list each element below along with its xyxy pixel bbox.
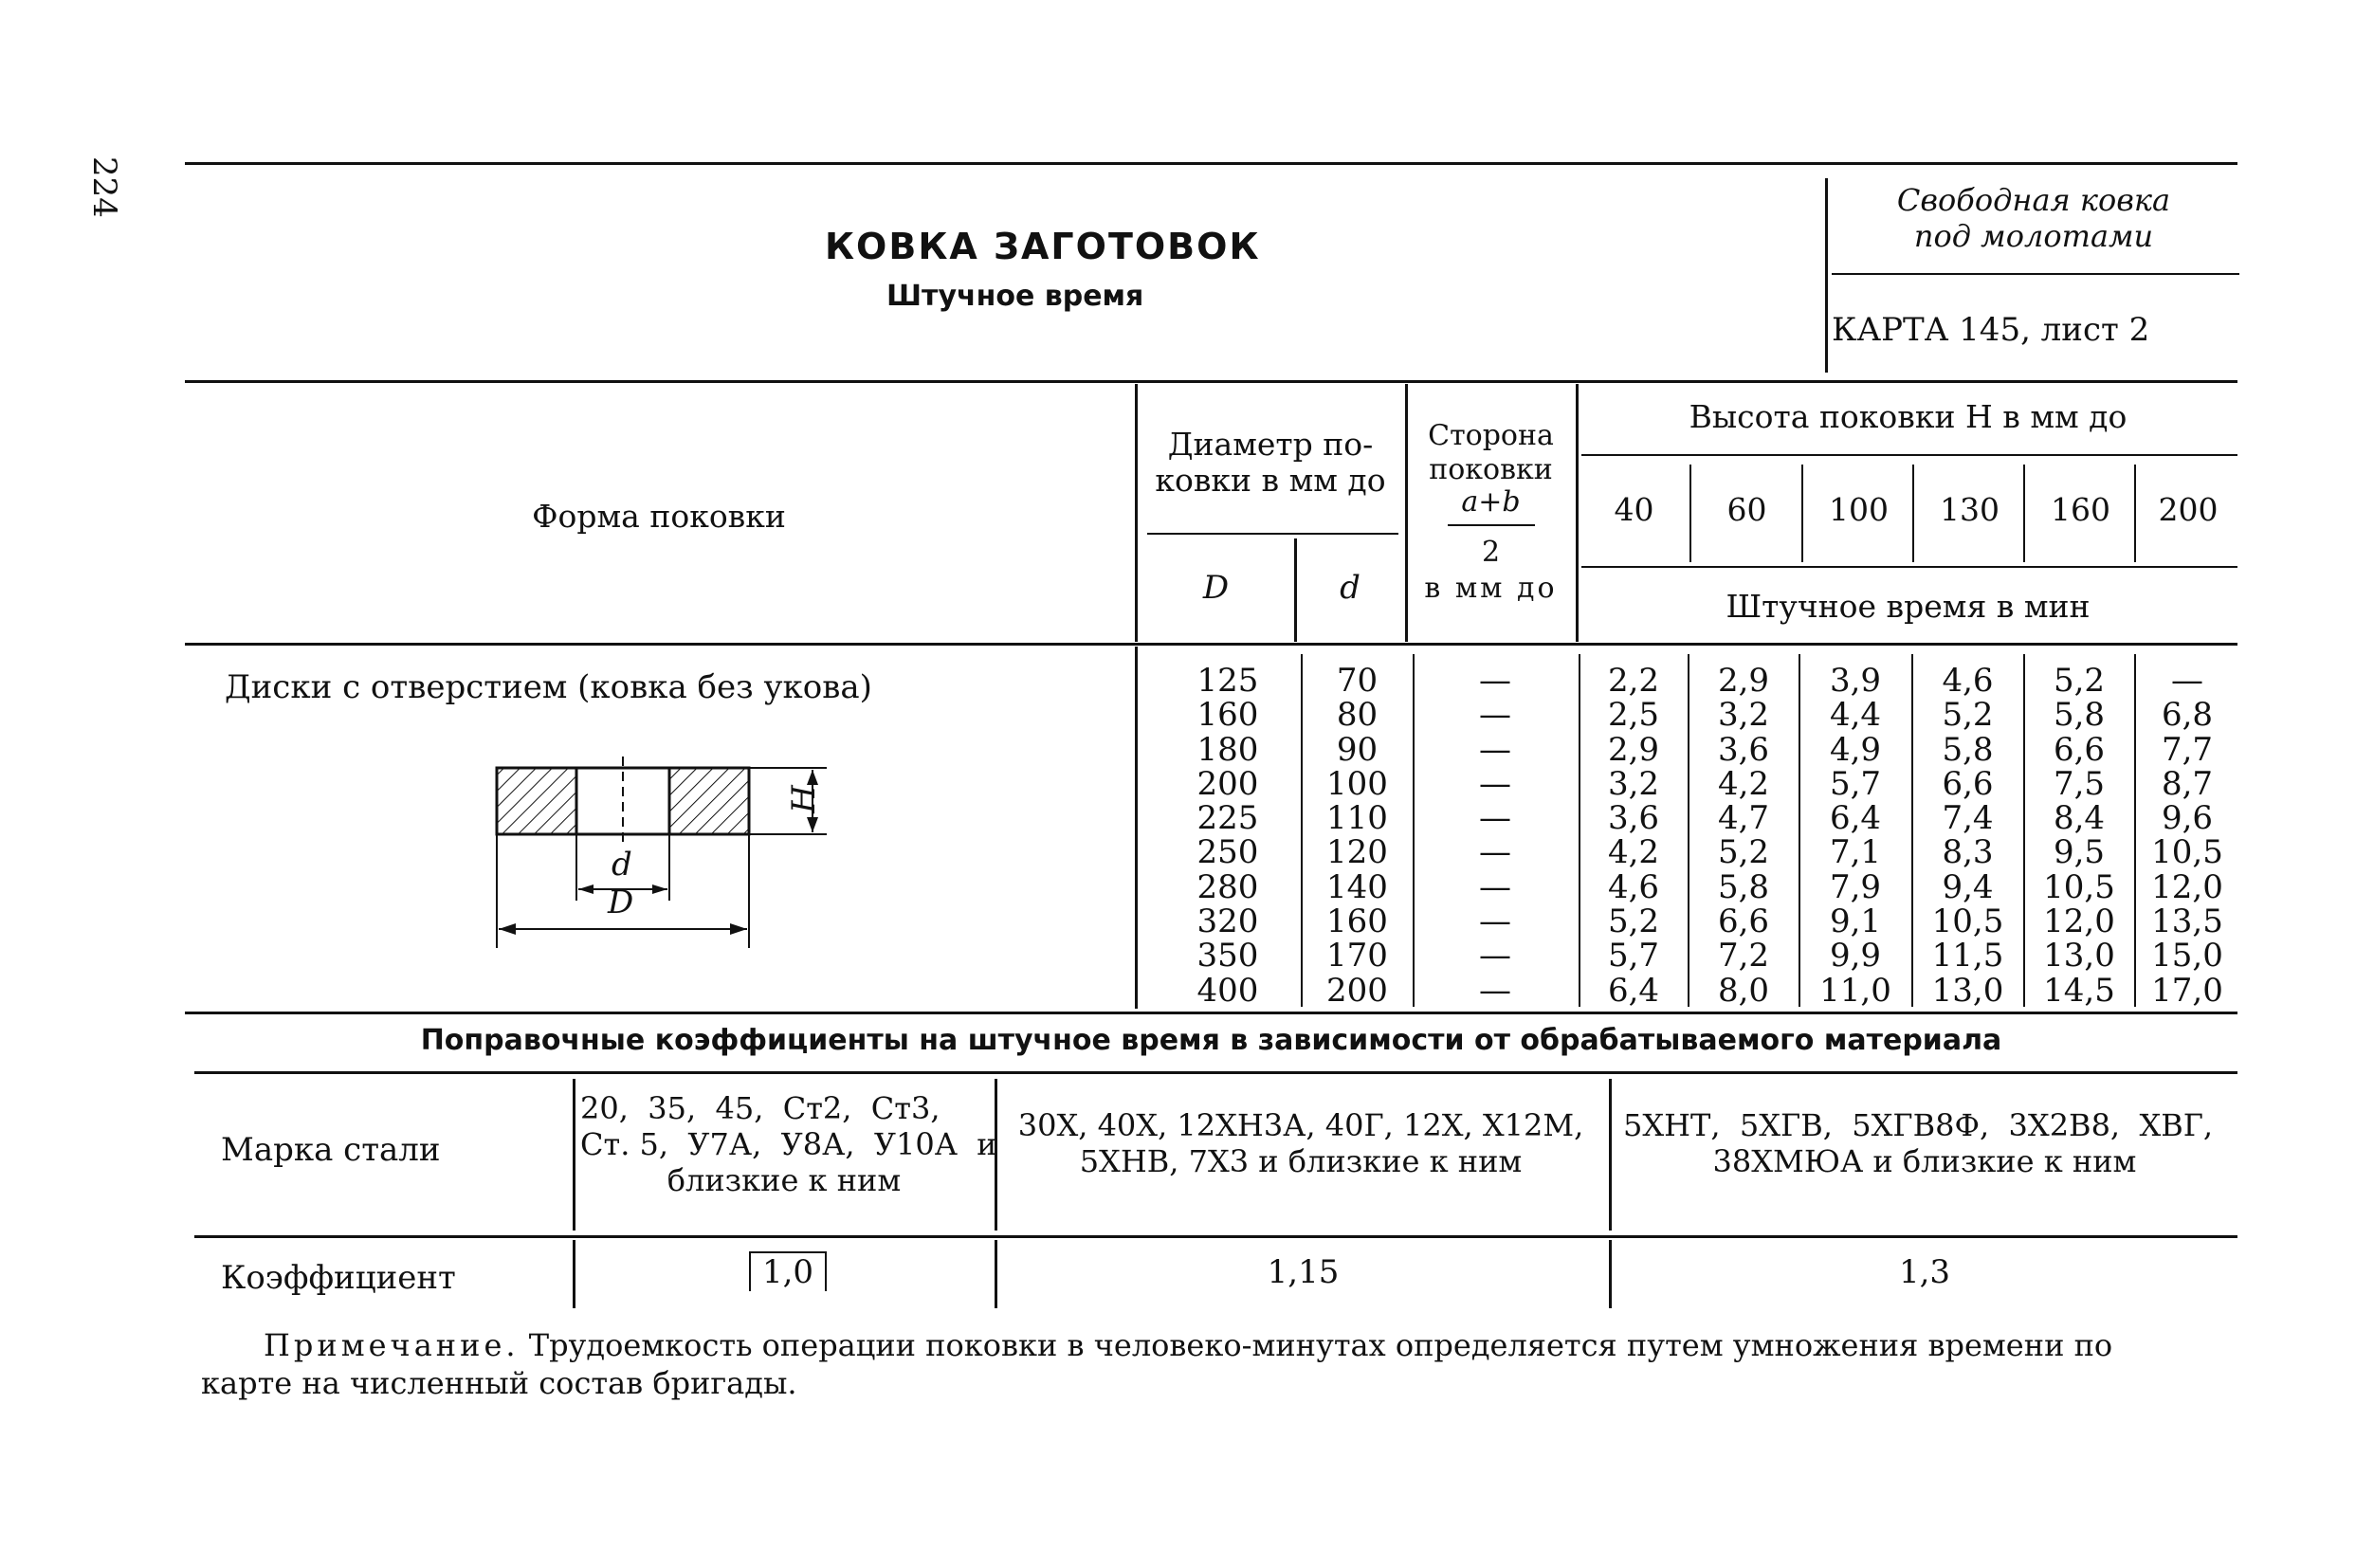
cell-t100-3: 5,7	[1829, 764, 1882, 803]
cell-t160-7: 12,0	[2043, 903, 2115, 941]
cell-D-3: 200	[1196, 764, 1259, 803]
column-t130	[1914, 664, 2021, 1008]
vl-h4	[2023, 465, 2025, 562]
card-number: КАРТА 145, лист 2	[1832, 311, 2150, 349]
note-text-1: Трудоемкость операции поковки в человеко-минутах определяется путем умножения времени по	[528, 1327, 2113, 1363]
cell-t160-6: 10,5	[2043, 867, 2115, 906]
column-D	[1166, 664, 1289, 1008]
cell-t40-9: 6,4	[1607, 971, 1660, 1010]
cell-D-5: 250	[1196, 833, 1259, 872]
cell-t60-3: 4,2	[1717, 764, 1770, 803]
cell-side-1: —	[1479, 696, 1511, 735]
cell-t100-8: 9,9	[1829, 937, 1882, 975]
cell-t40-4: 3,6	[1607, 799, 1660, 838]
header-divider	[1825, 178, 1828, 373]
cell-t40-5: 4,2	[1607, 833, 1660, 872]
cell-t200-3: 8,7	[2161, 764, 2214, 803]
vl-b1	[1301, 654, 1303, 1007]
cell-t100-9: 11,0	[1819, 971, 1891, 1010]
row-label: Диски с отверстием (ковка без укова)	[225, 668, 872, 706]
cell-side-9: —	[1479, 971, 1511, 1010]
height-160: 160	[2051, 491, 2110, 528]
cell-t160-8: 13,0	[2043, 937, 2115, 975]
cell-t160-9: 14,5	[2043, 971, 2115, 1010]
col-diameter: Диаметр по- ковки в мм до	[1155, 426, 1386, 499]
cell-d-9: 200	[1326, 971, 1388, 1010]
coef-label: Коэффициент	[221, 1259, 456, 1297]
page-number: 224	[85, 156, 123, 218]
rule-height-sub	[1581, 454, 2237, 456]
cell-t200-0: —	[2171, 662, 2203, 700]
height-100: 100	[1829, 491, 1889, 528]
cell-t40-0: 2,2	[1607, 662, 1660, 700]
correction-heading: Поправочные коэффициенты на штучное время в зависимости от обрабатываемого материала	[420, 1024, 2002, 1057]
cell-t60-8: 7,2	[1717, 937, 1770, 975]
header-top-rule	[185, 162, 2237, 165]
column-side	[1415, 664, 1576, 1008]
cell-d-7: 160	[1326, 903, 1388, 941]
steel-group-1-line-2: Ст. 5, У7А, У8А, У10А и	[580, 1126, 997, 1162]
col-side-unit: в мм до	[1424, 572, 1558, 605]
col-height: Высота поковки H в мм до	[1689, 398, 2127, 435]
cell-t130-8: 11,5	[1931, 937, 2004, 975]
column-t60	[1690, 664, 1797, 1008]
drawing-label-H: H	[784, 785, 823, 813]
vl-c4	[573, 1240, 575, 1308]
vl-b8	[2134, 654, 2136, 1007]
correction-mid-rule	[194, 1071, 2237, 1074]
column-t200	[2137, 664, 2237, 1008]
cell-t60-0: 2,9	[1717, 662, 1770, 700]
cell-D-9: 400	[1196, 971, 1259, 1010]
cell-D-6: 280	[1196, 867, 1259, 906]
cell-t160-3: 7,5	[2053, 764, 2106, 803]
cell-d-5: 120	[1326, 833, 1388, 872]
cell-t100-0: 3,9	[1829, 662, 1882, 700]
rule-time-sub	[1581, 566, 2237, 568]
cell-t200-4: 9,6	[2161, 799, 2214, 838]
cell-side-6: —	[1479, 867, 1511, 906]
height-40: 40	[1614, 491, 1654, 528]
cell-t160-1: 5,8	[2053, 696, 2106, 735]
cell-d-6: 140	[1326, 867, 1388, 906]
cell-t60-5: 5,2	[1717, 833, 1770, 872]
col-form: Форма поковки	[532, 498, 786, 535]
vl-c1	[573, 1079, 575, 1231]
steel-group-2-line-2: 5ХНВ, 7Х3 и близкие к ним	[1079, 1143, 1523, 1179]
cell-t130-4: 7,4	[1942, 799, 1994, 838]
drawing-label-D: D	[608, 884, 634, 921]
cell-side-8: —	[1479, 937, 1511, 975]
cell-side-2: —	[1479, 730, 1511, 769]
cell-side-4: —	[1479, 799, 1511, 838]
cell-t130-2: 5,8	[1942, 730, 1994, 769]
col-D: D	[1202, 569, 1230, 607]
vl-h3	[1912, 465, 1914, 562]
steel-group-2-line-1: 30Х, 40Х, 12ХН3А, 40Г, 12Х, Х12М,	[1017, 1107, 1584, 1143]
cell-t160-0: 5,2	[2053, 662, 2106, 700]
fraction-bar	[1448, 524, 1535, 526]
steel-group-1-line-1: 20, 35, 45, Ст2, Ст3,	[580, 1090, 940, 1126]
steel-group-3-line-1: 5ХНТ, 5ХГВ, 5ХГВ8Ф, 3Х2В8, ХВГ,	[1623, 1107, 2214, 1143]
cell-t60-6: 5,8	[1717, 867, 1770, 906]
height-60: 60	[1726, 491, 1767, 528]
steel-group-3-line-2: 38ХМЮА и близкие к ним	[1712, 1143, 2137, 1179]
cell-t100-2: 4,9	[1829, 730, 1882, 769]
drawing-label-d: d	[612, 846, 632, 884]
cell-D-0: 125	[1196, 662, 1259, 700]
vl-b7	[2023, 654, 2025, 1007]
column-t100	[1801, 664, 1909, 1008]
vl-b0	[1135, 647, 1138, 1009]
cell-d-8: 170	[1326, 937, 1388, 975]
cell-side-0: —	[1479, 662, 1511, 700]
disk-drawing	[474, 749, 853, 957]
cell-t130-7: 10,5	[1931, 903, 2004, 941]
cell-D-8: 350	[1196, 937, 1259, 975]
vl-b4	[1688, 654, 1689, 1007]
vl-h5	[2134, 465, 2136, 562]
rule-diam-sub	[1147, 533, 1398, 535]
col-side-1: Сторона	[1428, 419, 1554, 452]
vl-b5	[1799, 654, 1800, 1007]
cell-side-7: —	[1479, 903, 1511, 941]
cell-t40-3: 3,2	[1607, 764, 1660, 803]
cell-t40-1: 2,5	[1607, 696, 1660, 735]
disk-section-left	[497, 768, 576, 834]
cell-t40-6: 4,6	[1607, 867, 1660, 906]
correction-top-rule	[185, 1012, 2237, 1014]
cell-t130-1: 5,2	[1942, 696, 1994, 735]
col-time: Штучное время в мин	[1726, 588, 2091, 625]
table-top-rule	[185, 380, 2237, 383]
height-130: 130	[1940, 491, 2000, 528]
cell-t100-5: 7,1	[1829, 833, 1882, 872]
coef-3: 1,3	[1898, 1253, 1951, 1291]
cell-d-2: 90	[1336, 730, 1379, 769]
cell-t130-0: 4,6	[1942, 662, 1994, 700]
cell-d-4: 110	[1326, 799, 1388, 838]
note-line-1	[264, 1327, 2112, 1363]
section-card-rule	[1832, 273, 2239, 275]
cell-t200-9: 17,0	[2151, 971, 2223, 1010]
cell-t130-3: 6,6	[1942, 764, 1994, 803]
column-t40	[1581, 664, 1686, 1008]
page-title: КОВКА ЗАГОТОВОК	[825, 226, 1261, 267]
disk-section-right	[669, 768, 749, 834]
cell-t130-9: 13,0	[1931, 971, 2004, 1010]
section-line-1: Свободная ковка	[1896, 182, 2171, 218]
cell-t200-1: 6,8	[2161, 696, 2214, 735]
col-d: d	[1340, 569, 1360, 607]
vl-b6	[1911, 654, 1913, 1007]
cell-t60-2: 3,6	[1717, 730, 1770, 769]
cell-t100-1: 4,4	[1829, 696, 1882, 735]
cell-t130-5: 8,3	[1942, 833, 1994, 872]
cell-t40-7: 5,2	[1607, 903, 1660, 941]
cell-t200-7: 13,5	[2151, 903, 2223, 941]
column-t160	[2026, 664, 2132, 1008]
steel-label: Марка стали	[221, 1131, 441, 1169]
cell-t200-5: 10,5	[2151, 833, 2223, 872]
col-side-den: 2	[1481, 536, 1501, 569]
cell-t60-4: 4,7	[1717, 799, 1770, 838]
coef-2: 1,15	[1267, 1253, 1340, 1291]
cell-side-3: —	[1479, 764, 1511, 803]
cell-side-5: —	[1479, 833, 1511, 872]
cell-D-7: 320	[1196, 903, 1259, 941]
cell-D-1: 160	[1196, 696, 1259, 735]
cell-t160-5: 9,5	[2053, 833, 2106, 872]
cell-t160-2: 6,6	[2053, 730, 2106, 769]
cell-d-0: 70	[1336, 662, 1379, 700]
cell-t40-2: 2,9	[1607, 730, 1660, 769]
vl-h1	[1689, 465, 1691, 562]
steel-group-1-line-3: близкие к ним	[667, 1162, 902, 1198]
vline-form	[1135, 384, 1138, 642]
note-line-2: карте на численный состав бригады.	[201, 1365, 797, 1401]
page-subtitle: Штучное время	[886, 280, 1144, 313]
cell-t200-8: 15,0	[2151, 937, 2223, 975]
cell-t200-6: 12,0	[2151, 867, 2223, 906]
cell-t40-8: 5,7	[1607, 937, 1660, 975]
cell-D-2: 180	[1196, 730, 1259, 769]
cell-t60-7: 6,6	[1717, 903, 1770, 941]
cell-t60-1: 3,2	[1717, 696, 1770, 735]
col-side-2: поковки	[1429, 453, 1553, 486]
vl-h2	[1801, 465, 1803, 562]
cell-t200-2: 7,7	[2161, 730, 2214, 769]
vl-b3	[1579, 654, 1580, 1007]
cell-t100-6: 7,9	[1829, 867, 1882, 906]
col-side-num: a+b	[1461, 485, 1521, 519]
body-top-rule	[185, 643, 2237, 646]
height-200: 200	[2158, 491, 2219, 528]
coef-1: 1,0	[749, 1251, 827, 1291]
cell-t100-7: 9,1	[1829, 903, 1882, 941]
cell-d-3: 100	[1326, 764, 1388, 803]
coef-top-rule	[194, 1235, 2237, 1238]
note-label: Примечание.	[264, 1327, 520, 1363]
cell-D-4: 225	[1196, 799, 1259, 838]
column-d	[1304, 664, 1411, 1008]
cell-t160-4: 8,4	[2053, 799, 2106, 838]
section-line-2: под молотами	[1913, 218, 2154, 254]
cell-d-1: 80	[1336, 696, 1379, 735]
cell-t130-6: 9,4	[1942, 867, 1994, 906]
cell-t60-9: 8,0	[1717, 971, 1770, 1010]
cell-t100-4: 6,4	[1829, 799, 1882, 838]
